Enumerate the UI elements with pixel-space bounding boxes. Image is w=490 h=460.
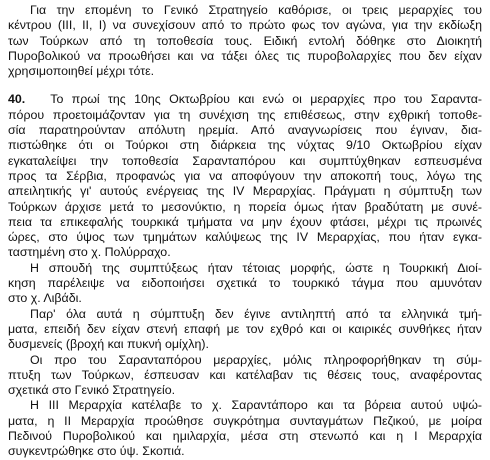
text-line: σχετικά στο Γενικό Στρατηγείο. — [8, 383, 176, 398]
document-page — [8, 3, 482, 460]
text-line: ταστημένη στο χ. Πολύρραχο. — [8, 245, 171, 260]
text-line: πεια τα επικεφαλής τουρκικά τμήματα να μην έχουν φτάσει, μέχρι τις πρωινές — [8, 214, 482, 229]
text-line: σία παρατηρούνταν απόλυτη ηρεμία. Από αναγνωρίσεις που έγιναν, δια- — [8, 123, 482, 138]
paragraph-intro — [8, 3, 482, 79]
text-line: ματα, η ΙΙ Μεραρχία προώθησε συγκρότημα συνταγμάτων Πεζικού, με μοίρα — [8, 413, 482, 428]
paragraph-5 — [8, 398, 482, 459]
text-line: των Τούρκων από τη τοποθεσία τους. Ειδική εντολή δόθηκε στο Διοικητή — [8, 33, 482, 48]
text-line: Η ΙΙΙ Μεραρχία κατέλαβε το χ. Σαραντάπορο και τα βόρεια αυτού υψώ- — [30, 398, 482, 413]
text-line: στο χ. Λιβάδι. — [8, 291, 82, 306]
text-line: Οι προ του Σαρανταπόρου μεραρχίες, μόλις πληροφορήθηκαν τη σύμ- — [30, 352, 482, 367]
paragraph-3 — [8, 307, 482, 353]
text-line-content: Το πρωί της 10ης Οκτωβρίου και ενώ οι μεραρχίες προ του Σαραντα- — [50, 92, 482, 107]
text-line: Για την επομένη το Γενικό Στρατηγείο καθόρισε, οι τρεις μεραρχίες του — [30, 3, 482, 17]
text-line: χρησιμοποιηθεί μέχρι τότε. — [8, 64, 155, 79]
text-line: συγκεντρώθηκε στο ύψ. Σκοπιά. — [8, 444, 185, 459]
text-line: πτυξη των Τούρκων, έσπευσαν και κατέλαβαν τις θέσεις τους, αναφέροντας — [8, 367, 482, 382]
text-line: Τούρκων άρχισε μετά το μεσονύκτιο, η πορεία όμως ήταν βραδύτατη με συνέ- — [8, 199, 482, 214]
text-line: πιστώθηκε ότι οι Τούρκοι στη διάρκεια της νύχτας 9/10 Οκτωβρίου είχαν — [8, 138, 482, 153]
text-line: Πεδινού Πυροβολικού και ημιλαρχία, μέσα στη στενωπό και η Ι Μεραρχία — [8, 429, 482, 444]
text-line: δυσμενείς (βροχή και πυκνή ομίχλη). — [8, 337, 209, 352]
paragraph-2 — [8, 261, 482, 307]
text-line: κηση παρέλειψε να ειδοποιήσει σχετικά το τουρκικό τάγμα που αμυνόταν — [8, 276, 482, 291]
text-line — [8, 92, 482, 107]
text-line: κέντρου (ΙΙΙ, ΙΙ, Ι) να συνεχίσουν από το πρώτο φως τον αγώνα, για την εκδίωξη — [8, 18, 482, 33]
text-line: ματα, επειδή δεν είχαν στενή επαφή με τον εχθρό και οι καιρικές συνθήκες ήταν — [8, 321, 482, 336]
paragraph-4 — [8, 353, 482, 399]
text-line: προς τα Σέρβια, προφανώς για να αποφύγουν την αποκοπή τους, λόγω της — [8, 168, 482, 183]
text-line: Η σπουδή της συμπτύξεως ήταν τέτοιας μορφής, ώστε η Τουρκική Διοί- — [30, 260, 482, 275]
section-spacer — [8, 79, 482, 92]
text-line: Πυροβολικού να προωθήσει και να τάξει όλες τις πυροβολαρχίες που δεν είχαν — [8, 48, 482, 63]
text-line: εγκαταλείψει την τοποθεσία Σαρανταπόρου και συμπτύχθηκαν εσπευσμένα — [8, 153, 482, 168]
text-line: ώρες, στο ύψος των τμημάτων καλύψεως της IV Μεραρχίας, που ήταν εγκα- — [8, 230, 482, 245]
text-line: απειλητικής γι' αυτούς ενέργειας της IV Μεραρχίας. Πράγματι η σύμπτυξη των — [8, 184, 482, 199]
text-line: Παρ' όλα αυτά η σύμπτυξη δεν έγινε αντιληπτή από τα ελληνικά τμή- — [30, 306, 482, 321]
text-line: πόρου προετοιμάζονταν για τη συνέχιση της επιθέσεως, στην εχθρική τοποθε- — [8, 107, 482, 122]
paragraph-section-40 — [8, 92, 482, 260]
section-number: 40. — [8, 92, 26, 107]
